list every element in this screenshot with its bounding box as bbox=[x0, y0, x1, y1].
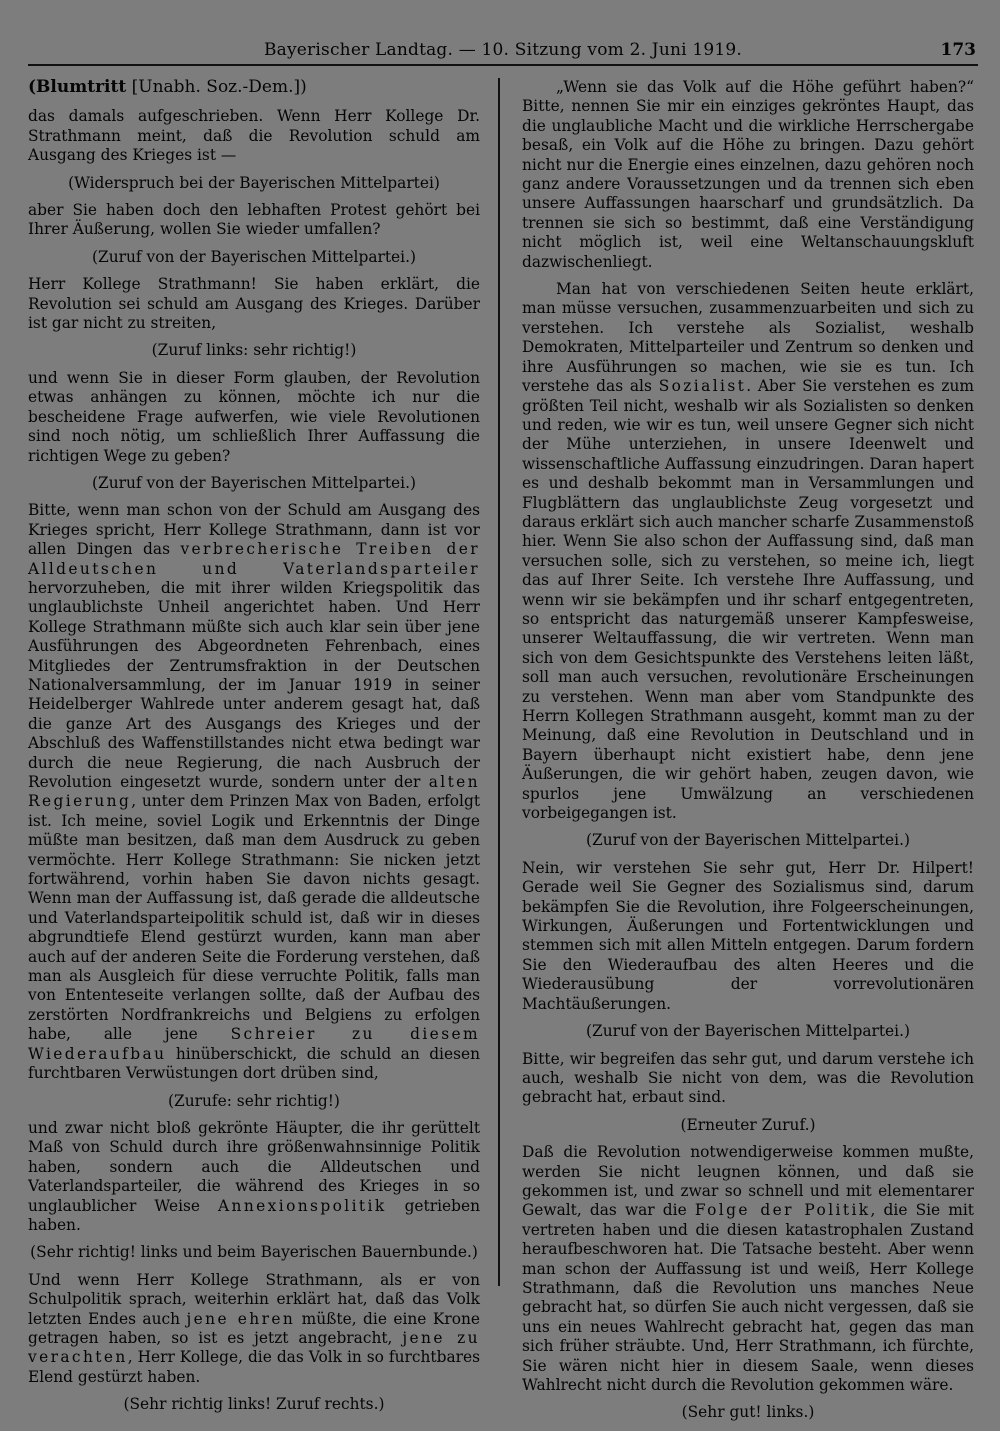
paragraph bbox=[28, 501, 480, 1083]
text-run: , unter dem Prinzen Max von Baden, erfolgt ist. Ich meine, soviel Logik und Erkenntnis der Dinge müßte man besitzen, daß man dem Ausdruck zu geben vermöchte. Herr Kollege Strathmann: Sie nicken jetzt fortwährend, vorhin haben Sie davon nichts gesagt. Wenn man der Auffassung ist, daß gerade die alldeutsche und Vaterlandsparteipolitik schuld ist, daß wir in dieses abgrundtiefe Elend gestürzt wurden, kann man aber auch auf der anderen Seite die Forderung verstehen, daß man als Ausgleich für diese verruchte Politik, falls man von Ententeseite verlangen sollte, daß der Aufbau des zerstörten Nordfrankreichs und Belgiens zu erfolgen habe, alle jene bbox=[28, 792, 480, 1044]
spaced-emphasis: alten Regierung bbox=[28, 773, 480, 811]
interjection: (Zuruf von der Bayerischen Mittelpartei.) bbox=[586, 1022, 910, 1041]
paragraph: und wenn Sie in dieser Form glauben, der Revolution etwas anhängen zu können, möchte ich nur die bescheidene Frage aufwerfen, wie viele Revolutionen sind noch nötig, um schließlich Ihrer Auffassung die richtigen Wege zu geben? bbox=[28, 368, 480, 465]
text-run: Man hat von verschiedenen Seiten heute erklärt, man müsse versuchen, zusammenzuarbeiten und sich zu verstehen. Ich verstehe als Sozialist, weshalb Demokraten, Mittelparteiler und Zentrum so denken und ihre Ausführungen so machen, wie sie es tun. Ich verstehe das als bbox=[522, 280, 974, 396]
paragraph: Nein, wir verstehen Sie sehr gut, Herr Dr. Hilpert! Gerade weil Sie Gegner des Sozialismus sind, darum bekämpfen Sie die Revolution, ihre Folgeerscheinungen, Wirkungen, Äußerungen und Fortentwicklungen und stemmen sich mit allen Mitteln entgegen. Darum fordern Sie den Wiederaufbau des alten Heeres und die Wiederausübung der vorrevolutionären Machtäußerungen. bbox=[522, 858, 974, 1013]
spaced-emphasis: jene zu verachten bbox=[28, 1328, 480, 1367]
paragraph: aber Sie haben doch den lebhaften Protest gehört bei Ihrer Äußerung, wollen Sie wieder umfallen? bbox=[28, 201, 480, 239]
paragraph: „Wenn sie das Volk auf die Höhe geführt haben?“ Bitte, nennen Sie mir ein einziges gekröntes Haupt, das die unglaubliche Macht und die wirkliche Herrschergabe besaß, ein Volk auf die Höhe zu bringen. Dazu gehört nicht nur die Energie eines einzelnen, dazu gehören noch ganz andere Voraussetzungen und da trennen sich eben unsere Auffassungen haarscharf und grundsätzlich. Da trennen sie sich so bestimmt, daß eine Verständigung nicht möglich ist, weil eine Weltanschauungskluft dazwischenliegt. bbox=[522, 78, 974, 271]
paragraph: das damals aufgeschrieben. Wenn Herr Kollege Dr. Strathmann meint, daß die Revolution schuld am Ausgang des Krieges ist — bbox=[28, 107, 480, 165]
interjection: (Sehr richtig! links und beim Bayerischen Bauernbunde.) bbox=[30, 1243, 478, 1262]
right-column bbox=[522, 78, 974, 1431]
interjection: (Erneuter Zuruf.) bbox=[680, 1115, 816, 1134]
interjection: (Zuruf von der Bayerischen Mittelpartei.) bbox=[92, 247, 416, 266]
paragraph bbox=[28, 1119, 480, 1235]
speaker-line bbox=[28, 78, 480, 97]
interjection: (Sehr richtig links! Zuruf rechts.) bbox=[123, 1395, 385, 1414]
text-run: , die Sie mit vertreten haben und die diesen katastrophalen Zustand heraufbeschworen hat. Die Tatsache besteht. Aber wenn man schon der Auffassung ist und weiß, Herr Kollege Strathmann, daß die Revolution uns manches Neue gebracht hat, so dürfen Sie auch nicht vergessen, daß sie uns ein neues Wahlrecht gebracht hat, gegen das man sich früher sträubte. Und, Herr Strathmann, ich fürchte, Sie wären nicht hier in diesem Saale, wenn dieses Wahlrecht nicht durch die Revolution gekommen wäre. bbox=[522, 1201, 974, 1394]
column-divider bbox=[498, 78, 500, 1286]
spaced-emphasis: verbrecherische Treiben der Alldeutschen und Vaterlandsparteiler bbox=[28, 540, 480, 578]
text-run: Bitte, wenn man schon von der Schuld am Ausgang des Krieges spricht, Herr Kollege Strathmann, dann ist vor allen Dingen das bbox=[28, 501, 480, 559]
text-run: müßte, die eine Krone getragen haben, so ist es jetzt angebracht, bbox=[28, 1309, 480, 1347]
spaced-emphasis: Folge der Politik bbox=[694, 1201, 871, 1220]
text-run: getrieben haben. bbox=[28, 1196, 480, 1234]
interjection: (Zurufe: sehr richtig!) bbox=[168, 1091, 340, 1110]
header-title: Bayerischer Landtag. — 10. Sitzung vom 2. Juni 1919. bbox=[263, 40, 743, 60]
paragraph: Herr Kollege Strathmann! Sie haben erklärt, die Revolution sei schuld am Ausgang des Krieges. Darüber ist gar nicht zu streiten, bbox=[28, 275, 480, 333]
spaced-emphasis: Annexionspolitik bbox=[218, 1196, 387, 1215]
paragraph bbox=[522, 280, 974, 823]
spaced-emphasis: Sozialist bbox=[658, 377, 747, 396]
text-run: Daß die Revolution notwendigerweise kommen mußte, werden Sie nicht leugnen können, und daß sie gekommen ist, und zwar so schnell und mit elementarer Gewalt, das war die bbox=[522, 1143, 974, 1220]
speaker-party: [Unabh. Soz.-Dem.]) bbox=[131, 77, 307, 97]
text-run: und zwar nicht bloß gekrönte Häupter, die ihr gerüttelt Maß von Schuld durch ihre größenwahnsinnige Politik haben, sondern auch die Alldeutschen und Vaterlandsparteiler, die während des Krieges in so unglaublicher Weise bbox=[28, 1118, 480, 1215]
page-number: 173 bbox=[940, 40, 976, 60]
interjection: (Zuruf von der Bayerischen Mittelpartei.) bbox=[92, 473, 416, 492]
text-run: Und wenn Herr Kollege Strathmann, als er von Schulpolitik sprach, weiterhin erklärt hat, daß das Volk letzten Endes auch bbox=[28, 1270, 480, 1328]
text-run: , Herr Kollege, die das Volk in so furchtbares Elend gestürzt haben. bbox=[28, 1348, 480, 1386]
paragraph: Bitte, wir begreifen das sehr gut, und darum verstehe ich auch, weshalb Sie nicht von dem, was die Revolution gebracht hat, erbaut sind. bbox=[522, 1049, 974, 1107]
text-run: hervorzuheben, die mit ihrer wilden Kriegspolitik das unglaublichste Unheil angerichtet haben. Und Herr Kollege Strathmann müßte sich auch klar sein über jene Ausführungen des Abgeordneten Fehrenbach, eines Mitgliedes der Zentrumsfraktion in der Deutschen Nationalversammlung, der im Januar 1919 in seiner Heidelberger Wahlrede unter anderem gesagt hat, daß die ganze Art des Ausgangs des Krieges und der Abschluß des Waffenstillstandes nicht etwa bedingt war durch die neue Regierung, die nach Ausbruch der Revolution eingesetzt wurde, sondern unter der bbox=[28, 578, 480, 791]
interjection: (Widerspruch bei der Bayerischen Mittelpartei) bbox=[68, 173, 440, 192]
spaced-emphasis: Schreier zu diesem Wiederaufbau bbox=[28, 1025, 480, 1063]
paragraph bbox=[28, 1271, 480, 1387]
spaced-emphasis: jene ehren bbox=[186, 1309, 296, 1328]
interjection: (Sehr gut! links.) bbox=[681, 1403, 815, 1422]
interjection: (Zuruf links: sehr richtig!) bbox=[151, 341, 357, 360]
speaker-name: (Blumtritt bbox=[28, 77, 127, 97]
left-column bbox=[28, 78, 480, 1423]
interjection: (Zuruf von der Bayerischen Mittelpartei.) bbox=[586, 831, 910, 850]
text-run: hinüberschickt, die schuld an diesen furchtbaren Verwüstungen dort drüben sind, bbox=[28, 1044, 480, 1083]
text-run: . Aber Sie verstehen es zum größten Teil nicht, weshalb wir als Sozialisten so denken und reden, wie wir es tun, weil unsere Gegner sich nicht der Mühe unterziehen, in unsere Ideenwelt und wissenschaftliche Auffassung einzudringen. Daran hapert es und deshalb bekommt man in Versammlungen und Flugblättern das unglaublichste Zeug vorgesetzt und daraus erklärt sich auch mancher scharfe Zusammenstoß hier. Wenn Sie also schon der Auffassung sind, daß man versuchen solle, sich zu verstehen, so meine ich, liegt das auf Ihrer Seite. Ich verstehe Ihre Auffassung, und wenn wir sie bekämpfen und ihr scharf entgegentreten, so entspricht das naturgemäß unserer Kampfesweise, unserer Weltauffassung, die wir vertreten. Wenn man sich von dem Gesichtspunkte des Verstehens leiten läßt, soll man auch versuchen, revolutionäre Erscheinungen zu verstehen. Wenn man aber vom Standpunkte des Herrn Kollegen Strathmann ausgeht, kommt man zu der Meinung, daß eine Revolution in Deutschland und in Bayern überhaupt nicht existiert habe, denn jene Äußerungen, die wir gehört haben, zeugen davon, wie spurlos jene Umwälzung an verschiedenen vorbeigegangen ist. bbox=[522, 377, 975, 823]
paragraph bbox=[522, 1143, 974, 1395]
running-header bbox=[28, 34, 978, 66]
